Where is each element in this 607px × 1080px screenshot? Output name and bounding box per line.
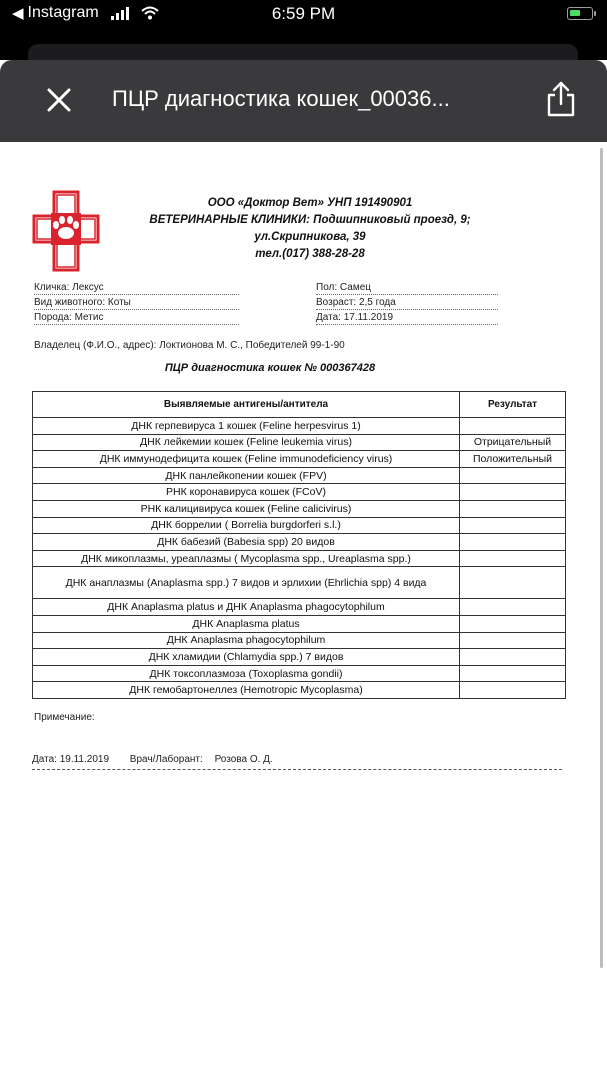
antigen-cell: ДНК панлейкопении кошек (FPV) (33, 467, 460, 484)
battery-icon (567, 7, 593, 20)
table-row (33, 665, 566, 682)
doctor-name: Розова О. Д. (214, 754, 273, 765)
antigen-cell: ДНК токсоплазмоза (Toxoplasma gondii) (33, 665, 460, 682)
signature-line (32, 754, 562, 770)
antigen-cell: ДНК Anaplasma phagocytophilum (33, 632, 460, 649)
result-cell (460, 500, 566, 517)
clinic-address-1: ВЕТЕРИНАРНЫЕ КЛИНИКИ: Подшипниковый проезд, 9; (149, 214, 471, 226)
table-row (33, 500, 566, 517)
result-cell (460, 534, 566, 551)
antigen-cell: ДНК бабезий (Babesia spp) 20 видов (33, 534, 460, 551)
result-cell (460, 665, 566, 682)
column-header-result: Результат (460, 392, 566, 418)
result-cell (460, 632, 566, 649)
antigen-cell: ДНК лейкемии кошек (Feline leukemia virus) (33, 434, 460, 451)
analysis-date: Дата: 19.11.2019 (32, 754, 110, 765)
result-cell: Отрицательный (460, 434, 566, 451)
antigen-cell: ДНК гемобартонеллез (Hemotropic Mycoplasma) (33, 682, 460, 699)
patient-species: Вид животного: Коты (34, 297, 239, 310)
result-cell (460, 467, 566, 484)
report-date: Дата: 17.11.2019 (316, 312, 498, 325)
share-icon[interactable] (544, 80, 578, 118)
table-row (33, 534, 566, 551)
antigen-cell: ДНК иммунодефицита кошек (Feline immunodeficiency virus) (33, 451, 460, 468)
back-to-app-label[interactable]: Instagram (27, 4, 99, 21)
result-cell (460, 517, 566, 534)
table-row (33, 418, 566, 435)
result-cell (460, 550, 566, 567)
result-cell (460, 649, 566, 666)
antigen-cell: ДНК Anaplasma platus (33, 615, 460, 632)
table-row (33, 615, 566, 632)
table-row (33, 632, 566, 649)
antigen-cell: ДНК хламидии (Chlamydia spp.) 7 видов (33, 649, 460, 666)
doctor-label: Врач/Лаборант: (129, 754, 203, 765)
antigen-cell: ДНК герпевируса 1 кошек (Feline herpesvirus 1) (33, 418, 460, 435)
table-row (33, 451, 566, 468)
antigen-cell: ДНК микоплазмы, уреаплазмы ( Mycoplasma spp., Ureaplasma spp.) (33, 550, 460, 567)
antigen-cell: ДНК Anaplasma platus и ДНК Anaplasma phagocytophilum (33, 599, 460, 616)
table-row (33, 567, 566, 599)
patient-breed: Порода: Метис (34, 312, 239, 325)
antigen-cell: РНК коронавируса кошек (FCoV) (33, 484, 460, 501)
document-title: ПЦР диагностика кошек_00036... (112, 86, 450, 111)
scrollbar[interactable] (600, 148, 603, 968)
clinic-address-2: ул.Скрипникова, 39 (254, 231, 366, 243)
vet-cross-paw-logo (32, 190, 100, 272)
result-cell (460, 418, 566, 435)
result-cell (460, 682, 566, 699)
result-cell (460, 599, 566, 616)
antigen-cell: ДНК боррелии ( Borrelia burgdorferi s.l.) (33, 517, 460, 534)
table-row (33, 484, 566, 501)
column-header-antigen: Выявляемые антигены/антитела (33, 392, 460, 418)
table-row (33, 467, 566, 484)
result-cell (460, 615, 566, 632)
table-row (33, 517, 566, 534)
close-icon[interactable] (44, 84, 74, 116)
clock: 6:59 PM (271, 4, 336, 23)
table-row (33, 682, 566, 699)
result-cell (460, 484, 566, 501)
note-label: Примечание: (34, 712, 95, 723)
owner-info: Владелец (Ф.И.О., адрес): Локтионова М. С., Победителей 99-1-90 (34, 340, 345, 351)
back-arrow-icon[interactable]: ◀ (12, 5, 24, 22)
patient-sex: Пол: Самец (316, 282, 498, 295)
status-bar (0, 0, 607, 30)
result-cell (460, 567, 566, 599)
background-sheet (0, 30, 607, 60)
result-cell: Положительный (460, 451, 566, 468)
clinic-name: ООО «Доктор Вет» УНП 191490901 (207, 197, 413, 209)
table-row (33, 649, 566, 666)
results-table (32, 391, 566, 699)
viewer-header (0, 60, 607, 142)
report-title: ПЦР диагностика кошек № 000367428 (164, 362, 376, 374)
table-row (33, 434, 566, 451)
clinic-phone: тел.(017) 388-28-28 (255, 248, 365, 260)
antigen-cell: РНК калицивируса кошек (Feline calicivirus) (33, 500, 460, 517)
table-row (33, 550, 566, 567)
patient-age: Возраст: 2,5 года (316, 297, 498, 310)
document-page[interactable] (0, 142, 607, 1080)
antigen-cell: ДНК анаплазмы (Anaplasma spp.) 7 видов и эрлихии (Ehrlichia spp) 4 вида (33, 567, 460, 599)
patient-nickname: Кличка: Лексус (34, 282, 239, 295)
table-row (33, 599, 566, 616)
